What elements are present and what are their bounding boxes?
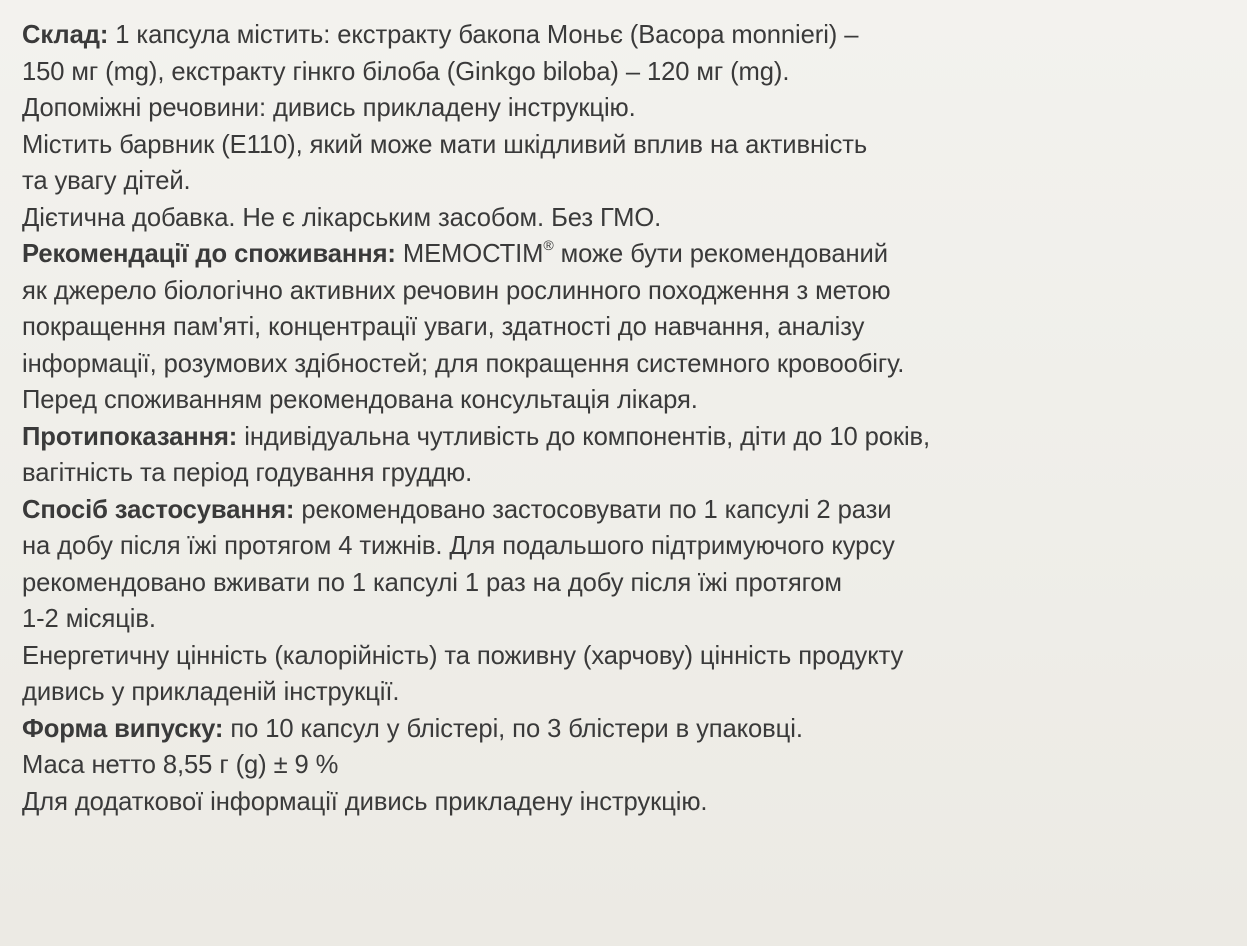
composition-text-1: 1 капсула містить: екстракту бакопа Моньє (Bacopa monnieri) – — [108, 21, 859, 49]
recommendations-line-4: інформації, розумових здібностей; для покращення системного кровообігу. — [22, 349, 905, 378]
energy-value-line-1: Енергетичну цінність (калорійність) та поживну (харчову) цінність продукту — [22, 641, 904, 670]
recommendations-line-3: покращення пам'яті, концентрації уваги, здатності до навчання, аналізу — [22, 313, 865, 341]
composition-line-1 — [22, 17, 1237, 54]
usage-line-3: рекомендовано вживати по 1 капсулі 1 раз на добу після їжі протягом — [22, 568, 842, 597]
contraindications-heading: Протипоказання: — [22, 422, 238, 451]
additional-info-line: Для додаткової інформації дивись прикладену інструкцію. — [22, 787, 708, 816]
composition-heading: Склад: — [22, 21, 109, 49]
usage-line-2: на добу після їжі протягом 4 тижнів. Для подальшого підтримуючого курсу — [22, 532, 895, 560]
excipients-line: Допоміжні речовини: дивись прикладену інструкцію. — [22, 94, 636, 122]
energy-value-line-2: дивись у прикладеній інструкції. — [22, 678, 400, 706]
brand-name: МЕМОСТІМ — [395, 240, 544, 268]
contraindications-text-1: індивідуальна чутливість до компонентів, діти до 10 років, — [237, 422, 931, 451]
release-form-heading: Форма випуску: — [22, 714, 224, 743]
usage-line-4: 1-2 місяців. — [22, 605, 156, 633]
dye-warning-line-2: та увагу дітей. — [22, 167, 191, 195]
usage-heading: Спосіб застосування: — [22, 495, 295, 524]
composition-line-2: 150 мг (mg), екстракту гінкго білоба (Ginkgo biloba) – 120 мг (mg). — [22, 57, 790, 86]
usage-line-1 — [22, 492, 1237, 529]
product-information-text — [22, 17, 1237, 820]
net-weight-line: Маса нетто 8,55 г (g) ± 9 % — [22, 751, 339, 779]
dye-warning-line-1: Містить барвник (E110), який може мати шкідливий вплив на активність — [22, 130, 868, 159]
supplement-note-line: Дієтична добавка. Не є лікарським засобом. Без ГМО. — [22, 203, 662, 232]
usage-text-1: рекомендовано застосовувати по 1 капсулі 2 рази — [294, 495, 892, 524]
recommendations-text-1: може бути рекомендований — [553, 240, 888, 268]
recommendations-line-5: Перед споживанням рекомендована консультація лікаря. — [22, 386, 698, 414]
recommendations-heading: Рекомендації до споживання: — [22, 240, 396, 268]
release-form-line — [22, 711, 1237, 748]
registered-mark: ® — [543, 237, 554, 254]
contraindications-line-2: вагітність та період годування груддю. — [22, 459, 473, 487]
release-form-text: по 10 капсул у блістері, по 3 блістери в упаковці. — [223, 714, 803, 743]
recommendations-line-1 — [22, 236, 1237, 273]
contraindications-line-1 — [22, 419, 1237, 456]
recommendations-line-2: як джерело біологічно активних речовин рослинного походження з метою — [22, 276, 891, 305]
